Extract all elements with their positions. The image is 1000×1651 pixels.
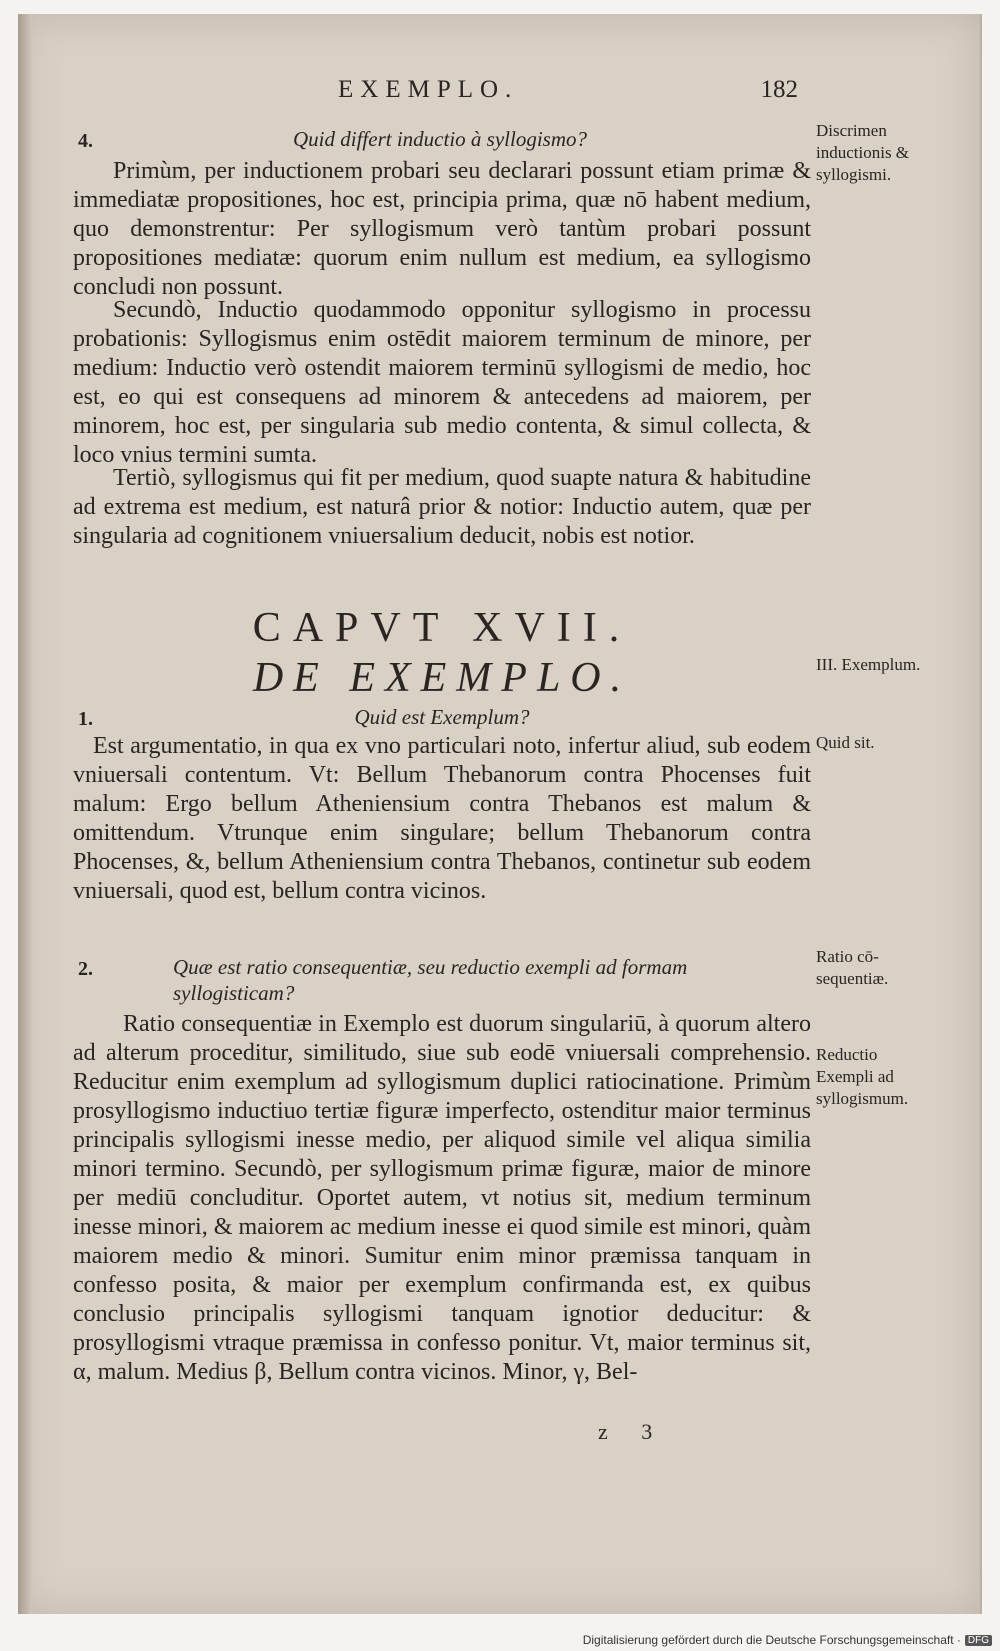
margin-note: Ratio cō-sequentiæ. — [816, 947, 889, 988]
dfg-logo-icon: DFG — [965, 1635, 992, 1646]
chapter-number: CAPVT XVII. — [252, 605, 632, 651]
page-number: 182 — [760, 76, 798, 103]
margin-note: Quid sit. — [816, 733, 875, 752]
paragraph: Ratio consequentiæ in Exemplo est duorum singulariū, à quorum altero ad alterum proceditur, similitudo, siue sub eodē vniuersali comprehensio. Reducitur enim exemplum ad syllogismum duplici ratiocinatione. Primùm prosyllogismo inductiuo tertiæ figuræ imperfecto, ostenditur maior terminus principalis syllogismi inesse medio, per aliquod simile vel aliqua similia minori termino. Secundò, per syllogismum primæ figuræ, maior de minore per mediū concluditur. Oportet autem, vt notius sit, medium terminum inesse minori, & maiorem ac medium inesse ei quod simile est minori, quàm maiorem medio & minori. Sumitur enim minor præmissa tanquam in confesso posita, & maior per exemplum confirmanda est, ex quibus conclusio principalis syllogismi tanquam ignotior deducitur: & prosyllogismi vtraque præmissa in confesso ponitur. Vt, maior terminus sit, α, malum. Medius β, Bellum contra vicinos. Minor, γ, Bel- — [73, 1011, 811, 1385]
footer-text: Digitalisierung gefördert durch die Deutsche Forschungsgemeinschaft · — [582, 1633, 961, 1647]
margin-note: Reductio Exempli ad syllogismum. — [816, 1045, 909, 1108]
running-title: EXEMPLO. — [338, 76, 519, 103]
book-page — [18, 14, 982, 1614]
question-heading: Quæ est ratio consequentiæ, seu reductio exempli ad formam syllogisticam? — [173, 955, 688, 1005]
margin-note: Discrimen inductionis & syllogismi. — [816, 121, 910, 184]
paragraph: Est argumentatio, in qua ex vno particulari noto, infertur aliud, sub eodem vniuersali contentum. Vt: Bellum Thebanorum contra Phocenses fuit malum: Ergo bellum Atheniensium contra Thebanos est malum & omittendum. Vtrunque enim singulare; bellum Thebanorum contra Phocenses, &, bellum Atheniensium contra Thebanos, continetur sub eodem vniuersali, quod est, bellum contra vicinos. — [73, 733, 811, 904]
signature-mark: z 3 — [598, 1419, 667, 1444]
question-number: 2. — [78, 958, 93, 980]
margin-note: III. Exemplum. — [816, 655, 921, 674]
paragraph: Tertiò, syllogismus qui fit per medium, quod suapte natura & habitudine ad extrema est medium, est naturâ prior & notior: Inductio autem, quæ per singularia ad cognitionem vniuersalium deducit, nobis est notior. — [73, 465, 811, 549]
question-heading: Quid differt inductio à syllogismo? — [293, 127, 587, 151]
question-number: 4. — [78, 130, 93, 152]
page-spine — [18, 14, 32, 1614]
running-head — [318, 76, 798, 116]
paragraph: Secundò, Inductio quodammodo opponitur syllogismo in processu probationis: Syllogismus enim ostēdit maiorem terminum de minore, per medium: Inductio verò ostendit maiorem terminū syllogismi de medio, hoc est, eo qui est consequens ad minorem & antecedens ad maiorem, per minorem, hoc est, per singularia sub medio contenta, & simul collecta, & loco vnius termini sumta. — [73, 297, 811, 468]
question-heading: Quid est Exemplum? — [354, 705, 530, 729]
paragraph: Primùm, per inductionem probari seu declarari possunt etiam primæ & immediatæ propositiones, hoc est, principia prima, quæ nō habent medium, quo demonstrentur: Per syllogismum verò tantùm probari possunt propositiones mediatæ: quorum enim nullum est medium, ea syllogismo concludi non possunt. — [73, 158, 811, 300]
digitization-footer — [583, 1633, 992, 1647]
question-number: 1. — [78, 708, 93, 730]
chapter-title: DE EXEMPLO. — [252, 655, 632, 701]
